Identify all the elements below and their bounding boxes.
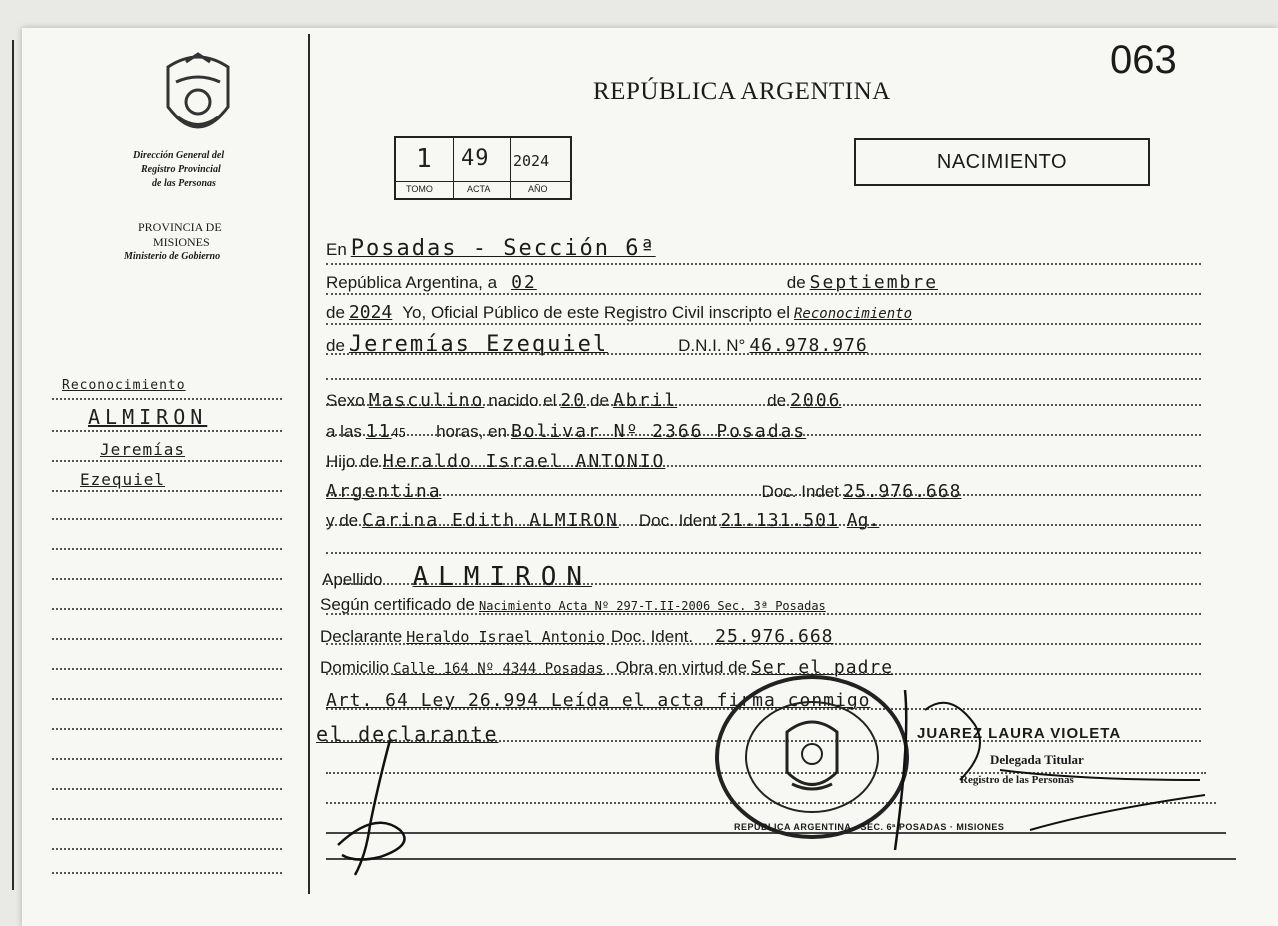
row-line xyxy=(326,263,1201,265)
margin-note-2: ALMIRON xyxy=(88,405,208,429)
birth-month: Abril xyxy=(612,390,678,411)
day-value: 02 xyxy=(511,272,537,293)
margin-line xyxy=(52,818,282,820)
horas-label: horas, en xyxy=(436,422,507,441)
acta-label: ACTA xyxy=(467,184,491,194)
record-type-box xyxy=(854,138,1150,186)
province-line-1: PROVINCIA DE xyxy=(138,220,222,234)
person-dni: 46.978.976 xyxy=(749,335,868,356)
record-type: NACIMIENTO xyxy=(936,150,1068,173)
ministry-line: Ministerio de Gobierno xyxy=(124,251,221,262)
decl-doc-value: 25.976.668 xyxy=(715,626,834,647)
apellido-label: Apellido xyxy=(322,570,383,589)
margin-line xyxy=(52,728,282,730)
mother-doc-suffix: Ag. xyxy=(846,510,880,531)
birth-place: Bolivar Nº 2366 Posadas xyxy=(510,421,807,442)
en-label: En xyxy=(326,240,347,259)
hour-label: a las xyxy=(326,422,362,441)
doc-ident-label: Doc. Ident xyxy=(638,511,717,530)
left-border-line xyxy=(12,40,14,890)
margin-line xyxy=(52,608,282,610)
doc-indet-label: Doc. Indet xyxy=(761,482,840,501)
margin-line xyxy=(52,490,282,492)
issuer-line-3: de las Personas xyxy=(152,178,216,189)
apellido-row xyxy=(322,562,596,592)
birth-day: 20 xyxy=(560,390,587,411)
year-prefix-label: de xyxy=(326,303,345,322)
place-value: Posadas - Sección 6ª xyxy=(350,236,656,261)
domicilio-value: Calle 164 Nº 4344 Posadas xyxy=(392,661,604,677)
issuer-line-2: Registro Provincial xyxy=(141,164,221,175)
mother-label: y de xyxy=(326,511,359,530)
margin-line xyxy=(52,668,282,670)
margin-divider-line xyxy=(308,34,310,894)
mother-doc: 21.131.501 xyxy=(720,510,839,531)
domicilio-label: Domicilio xyxy=(320,658,389,677)
decl-doc-label: Doc. Ident. xyxy=(610,627,694,646)
extra-line-1: Art. 64 Ley 26.994 Leída el acta firma conmigo xyxy=(326,690,871,711)
margin-line xyxy=(52,638,282,640)
margin-note-4: Ezequiel xyxy=(80,470,166,489)
month-prefix-label: de xyxy=(786,273,806,292)
obra-label: Obra en virtud de xyxy=(615,658,748,677)
father-row xyxy=(326,451,669,472)
anio-label: AÑO xyxy=(528,184,548,194)
declarante-row xyxy=(320,626,838,647)
margin-line xyxy=(52,518,282,520)
hijo-label: Hijo de xyxy=(326,452,379,471)
mother-row xyxy=(326,510,883,531)
margin-line xyxy=(52,548,282,550)
stamp-text: REPÚBLICA ARGENTINA · SEC. 6ª POSADAS · MISIONES xyxy=(734,822,1005,832)
official-row xyxy=(326,302,916,323)
country-header: REPÚBLICA ARGENTINA xyxy=(593,78,891,105)
row-line xyxy=(326,293,1201,295)
father-doc: 25.976.668 xyxy=(843,481,962,502)
birth-hour: 11 xyxy=(365,421,392,442)
certificate-row xyxy=(320,595,830,615)
place-row xyxy=(326,236,660,261)
nacido-label: nacido el xyxy=(488,391,557,410)
row-line xyxy=(326,552,1201,554)
sex-row xyxy=(326,390,845,411)
date-row xyxy=(326,272,942,293)
father-name: Heraldo Israel ANTONIO xyxy=(382,451,666,472)
declarante-label: Declarante xyxy=(320,627,403,646)
cert-label: Según certificado de xyxy=(320,595,475,614)
issuer-line-1: Dirección General del xyxy=(133,150,225,161)
declarante-value: Heraldo Israel Antonio xyxy=(406,628,605,646)
mother-name: Carina Edith ALMIRON xyxy=(362,510,619,531)
dni-label: D.N.I. N° xyxy=(678,336,746,355)
acta-value: 49 xyxy=(461,146,490,171)
handwritten-signature xyxy=(880,680,1210,865)
of-label: de xyxy=(326,336,345,355)
margin-line xyxy=(52,698,282,700)
margin-line xyxy=(52,430,282,432)
registry-box xyxy=(394,136,572,200)
republic-label: República Argentina, a xyxy=(326,273,498,292)
father-nationality: Argentina xyxy=(326,481,442,502)
coat-of-arms-icon xyxy=(158,52,238,147)
margin-line xyxy=(52,848,282,850)
apellido-value: ALMIRON xyxy=(412,562,593,592)
official-text: Yo, Oficial Público de este Registro Civil inscripto el xyxy=(402,303,790,322)
person-name: Jeremías Ezequiel xyxy=(348,332,609,357)
signer-role-2: Registro de las Personas xyxy=(960,774,1074,786)
act-type-value: Reconocimiento xyxy=(794,306,913,322)
row-line xyxy=(326,378,1201,380)
sexo-label: Sexo xyxy=(326,391,365,410)
margin-line xyxy=(52,872,282,874)
month-value: Septiembre xyxy=(809,272,939,293)
margin-note-1: Reconocimiento xyxy=(62,378,186,393)
row-line xyxy=(326,323,1201,325)
margin-line xyxy=(52,578,282,580)
handwritten-signature xyxy=(330,735,450,890)
province-line-2: MISIONES xyxy=(153,235,210,249)
anio-value: 2024 xyxy=(513,152,550,170)
margin-line xyxy=(52,758,282,760)
father-doc-row xyxy=(326,481,965,502)
birth-year: 2006 xyxy=(790,390,842,411)
birth-de2-label: de xyxy=(767,391,787,410)
margin-note-3: Jeremías xyxy=(100,440,186,459)
signer-role-1: Delegada Titular xyxy=(990,752,1084,767)
birth-minutes: 45 xyxy=(391,426,407,440)
extra-line-2: el declarante xyxy=(316,722,499,746)
cert-value: Nacimiento Acta Nº 297-T.II-2006 Sec. 3ª Posadas xyxy=(479,599,826,613)
tomo-value: 1 xyxy=(416,144,433,174)
margin-line xyxy=(52,460,282,462)
hour-row xyxy=(326,421,810,442)
year-value: 2024 xyxy=(348,302,393,323)
person-row xyxy=(326,332,872,357)
birth-de-label: de xyxy=(590,391,609,410)
signer-name: JUAREZ LAURA VIOLETA xyxy=(917,725,1122,742)
sexo-value: Masculino xyxy=(368,390,485,411)
obra-value: Ser el padre xyxy=(751,657,894,678)
tomo-label: TOMO xyxy=(406,184,433,194)
folio-number: 063 xyxy=(1110,38,1177,82)
margin-line xyxy=(52,788,282,790)
margin-line xyxy=(52,398,282,400)
